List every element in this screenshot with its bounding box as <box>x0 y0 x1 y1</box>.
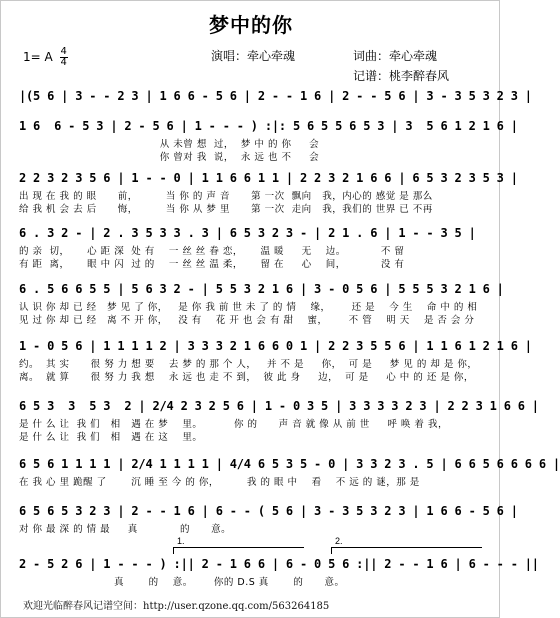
lyric-line-verse-1: 是 什 么 让 我 们 相 遇 在 梦 里。 你 的 声 音 就 像 从 前 世 呼 唤 着 我， <box>19 419 448 430</box>
time-numerator: 4 <box>60 46 67 57</box>
notation-line: 6 . 3 2 - | 2 . 3 5 3 3 . 3 | 6 5 3 2 3 - | 2 1 . 6 | 1 - - 3 5 | <box>19 226 476 240</box>
notation-line: 6 . 5 6 6 5 5 | 5 6 3 2 - | 5 5 3 2 1 6 | 3 - 0 5 6 | 5 5 5 3 2 1 6 | <box>19 282 504 296</box>
notation-line: 2 - 5 2 6 | 1 - - - ) :|| 2 - 1 6 6 | 6 - 0 5 6 :|| 2 - - 1 6 | 6 - - - || <box>19 557 539 571</box>
lyric-line-verse-1: 认 识 你 却 已 经 梦 见 了 你， 是 你 我 前 世 未 了 的 情 缘， 还 是 今 生 命 中 的 相 <box>19 302 478 313</box>
lyric-line-verse-2: 你 曾对 我 说， 永 远 也 不 会 <box>19 152 320 163</box>
notation-line: |(5 6 | 3 - - 2 3 | 1 6 6 - 5 6 | 2 - - 1 6 | 2 - - 5 6 | 3 - 3 5 3 2 3 | <box>19 89 532 103</box>
lyric-line-verse-2: 给 我 机 会 去 后 悔， 当 你 从 梦 里 第 一次 走向 我，我们的 世界 已 不再 <box>19 204 433 215</box>
song-title: 梦中的你 <box>209 13 293 37</box>
notation-line: 2 2 3 2 3 5 6 | 1 - - 0 | 1 1 6 6 1 1 | 2 2 3 2 1 6 6 | 6 5 3 2 3 5 3 | <box>19 171 518 185</box>
lyric-line-verse-1: 对 你 最 深 的 情 最 真 的 意。 <box>19 524 232 535</box>
notation-line: 1 - 0 5 6 | 1 1 1 1 2 | 3 3 3 2 1 6 6 0 1 | 2 2 3 5 5 6 | 1 1 6 1 2 1 6 | <box>19 339 532 353</box>
notation-line: 6 5 6 5 3 2 3 | 2 - - 1 6 | 6 - - ( 5 6 | 3 - 3 5 3 2 3 | 1 6 6 - 5 6 | <box>19 504 518 518</box>
lyric-line-verse-2: 见 过 你 却 已 经 离 不 开 你， 没 有 花 开 也 会 有 甜 蜜， 不 管 明 天 是 否 会 分 <box>19 315 475 326</box>
notation-line: 6 5 3 3 5 3 2 | 2/4 2 3 2 5 6 | 1 - 0 3 5 | 3 3 3 3 2 3 | 2 2 3 1 6 6 | <box>19 399 539 413</box>
lyric-line-verse-2: 是 什 么 让 我 们 相 遇 在 这 里。 <box>19 432 203 443</box>
volta-bracket-1: 1. <box>173 547 304 554</box>
volta-bracket-2: 2. <box>331 547 482 554</box>
singer-credit: 演唱：牵心牵魂 <box>211 49 296 63</box>
lyric-line-verse-2: 离。 就 算 很 努 力 我 想 永 远 也 走 不 到， 彼 此 身 边， 可 是 心 中 的 还 是 你， <box>19 372 474 383</box>
notation-line: 6 5 6 1 1 1 1 | 2/4 1 1 1 1 | 4/4 6 5 3 5 - 0 | 3 3 2 3 . 5 | 6 6 5 6 6 6 6 | <box>19 457 560 471</box>
key-label: 1= A <box>23 50 53 64</box>
notation-line: 1 6 6 - 5 3 | 2 - 5 6 | 1 - - - ) :|: 5 6 5 5 6 5 3 | 3 5 6 1 2 1 6 | <box>19 119 518 133</box>
key-signature <box>23 47 68 68</box>
transcriber-credit: 记谱：桃李醉春风 <box>353 69 450 83</box>
lyric-line-verse-1: 的 亲 切， 心 距 深 处 有 一 丝 丝 眷 恋， 温 暖 无 边。 不 留 <box>19 246 405 257</box>
footer-credit: 欢迎光临醉春风记谱空间：http://user.qzone.qq.com/563264185 <box>23 601 330 612</box>
time-denominator: 4 <box>60 57 67 68</box>
time-signature <box>60 47 68 68</box>
lyric-line-verse-1: 约。 其 实 很 努 力 想 要 去 梦 的 那 个 人， 并 不 是 你， 可 是 梦 见 的 却 是 你， <box>19 359 478 370</box>
lyric-line-verse-2: 有 距 离， 眼 中 闪 过 的 一 丝 丝 温 柔， 留 在 心 间， 没 有 <box>19 259 405 270</box>
lyric-line-verse-1: 在 我 心 里 跪醒 了 沉 睡 至 今 的 你， 我 的 眼 中 看 不 远 的 谜，那 是 <box>19 477 420 488</box>
lyricist-credit: 词曲：牵心牵魂 <box>353 49 438 63</box>
lyric-line-verse-1: 从 未曾 想 过， 梦 中 的 你 会 <box>19 139 320 150</box>
lyric-line-verse-1: 出 现 在 我 的 眼 前， 当 你 的 声 音 第 一次 飘向 我，内心的 感觉 是 那么 <box>19 191 433 202</box>
lyric-line-verse-1: 真 的 意。 你的 D.S 真 的 意。 <box>19 577 345 588</box>
